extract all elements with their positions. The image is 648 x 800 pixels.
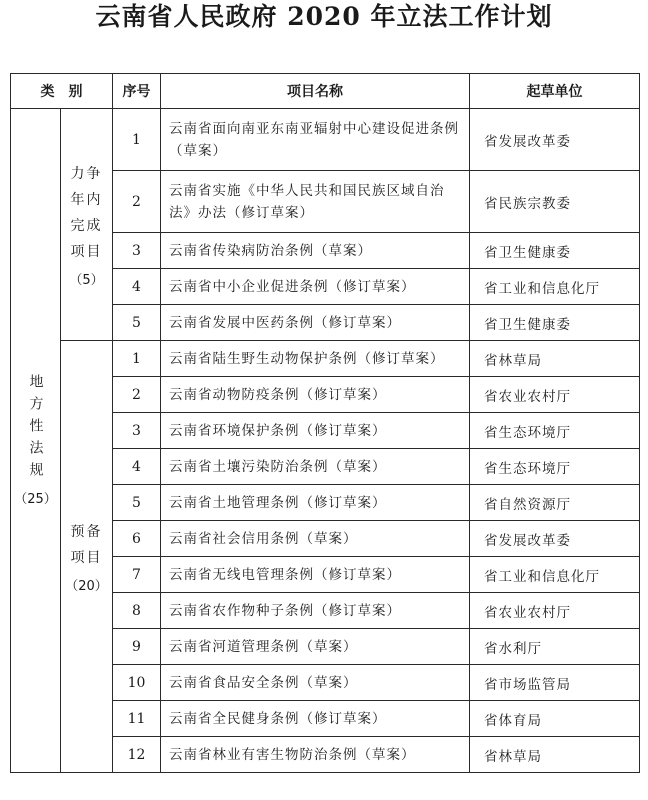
drafting-unit: 省水利厅: [470, 629, 640, 665]
row-number: 4: [113, 449, 161, 485]
project-name: 云南省全民健身条例（修订草案）: [161, 701, 470, 737]
project-name: 云南省食品安全条例（草案）: [161, 665, 470, 701]
drafting-unit: 省自然资源厅: [470, 485, 640, 521]
project-name: 云南省发展中医药条例（修订草案）: [161, 305, 470, 341]
project-name: 云南省面向南亚东南亚辐射中心建设促进条例（草案）: [161, 109, 470, 171]
row-number: 9: [113, 629, 161, 665]
row-number: 1: [113, 341, 161, 377]
project-name: 云南省传染病防治条例（草案）: [161, 233, 470, 269]
row-number: 2: [113, 377, 161, 413]
category-main-label: 地方性法规: [27, 374, 44, 484]
row-number: 4: [113, 269, 161, 305]
category-sub-reserve-label: 预备项目: [70, 524, 103, 566]
header-name: 项目名称: [161, 74, 470, 109]
project-name: 云南省实施《中华人民共和国民族区域自治法》办法（修订草案）: [161, 171, 470, 233]
row-number: 1: [113, 109, 161, 171]
project-name: 云南省动物防疫条例（修订草案）: [161, 377, 470, 413]
category-sub-priority-count: （5）: [69, 273, 104, 288]
drafting-unit: 省卫生健康委: [470, 305, 640, 341]
row-number: 2: [113, 171, 161, 233]
header-unit: 起草单位: [470, 74, 640, 109]
row-number: 11: [113, 701, 161, 737]
category-sub-priority-label: 力争年内完成项目: [70, 166, 103, 260]
project-name: 云南省河道管理条例（草案）: [161, 629, 470, 665]
project-name: 云南省社会信用条例（草案）: [161, 521, 470, 557]
row-number: 6: [113, 521, 161, 557]
table-row: [11, 341, 640, 377]
drafting-unit: 省生态环境厅: [470, 413, 640, 449]
drafting-unit: 省市场监管局: [470, 665, 640, 701]
row-number: 3: [113, 413, 161, 449]
row-number: 12: [113, 737, 161, 773]
project-name: 云南省土地管理条例（修订草案）: [161, 485, 470, 521]
drafting-unit: 省体育局: [470, 701, 640, 737]
project-name: 云南省中小企业促进条例（修订草案）: [161, 269, 470, 305]
category-sub-reserve-count: （20）: [65, 579, 108, 594]
header-row: [11, 74, 640, 109]
header-no: 序号: [113, 74, 161, 109]
row-number: 5: [113, 305, 161, 341]
category-main: [11, 109, 61, 773]
drafting-unit: 省林草局: [470, 737, 640, 773]
drafting-unit: 省工业和信息化厅: [470, 557, 640, 593]
table-row: [11, 109, 640, 171]
drafting-unit: 省林草局: [470, 341, 640, 377]
row-number: 8: [113, 593, 161, 629]
project-name: 云南省无线电管理条例（修订草案）: [161, 557, 470, 593]
page-title: 云南省人民政府 2020 年立法工作计划: [95, 2, 553, 31]
drafting-unit: 省卫生健康委: [470, 233, 640, 269]
category-sub-priority: [61, 109, 113, 341]
row-number: 3: [113, 233, 161, 269]
drafting-unit: 省民族宗教委: [470, 171, 640, 233]
drafting-unit: 省发展改革委: [470, 109, 640, 171]
project-name: 云南省农作物种子条例（修订草案）: [161, 593, 470, 629]
legislation-plan-table: [10, 73, 640, 773]
drafting-unit: 省发展改革委: [470, 521, 640, 557]
project-name: 云南省土壤污染防治条例（草案）: [161, 449, 470, 485]
drafting-unit: 省农业农村厅: [470, 377, 640, 413]
drafting-unit: 省生态环境厅: [470, 449, 640, 485]
header-category: 类 别: [11, 74, 113, 109]
row-number: 10: [113, 665, 161, 701]
category-main-count: （25）: [14, 492, 57, 507]
drafting-unit: 省工业和信息化厅: [470, 269, 640, 305]
row-number: 7: [113, 557, 161, 593]
category-sub-reserve: [61, 341, 113, 773]
project-name: 云南省林业有害生物防治条例（草案）: [161, 737, 470, 773]
drafting-unit: 省农业农村厅: [470, 593, 640, 629]
project-name: 云南省环境保护条例（修订草案）: [161, 413, 470, 449]
row-number: 5: [113, 485, 161, 521]
project-name: 云南省陆生野生动物保护条例（修订草案）: [161, 341, 470, 377]
